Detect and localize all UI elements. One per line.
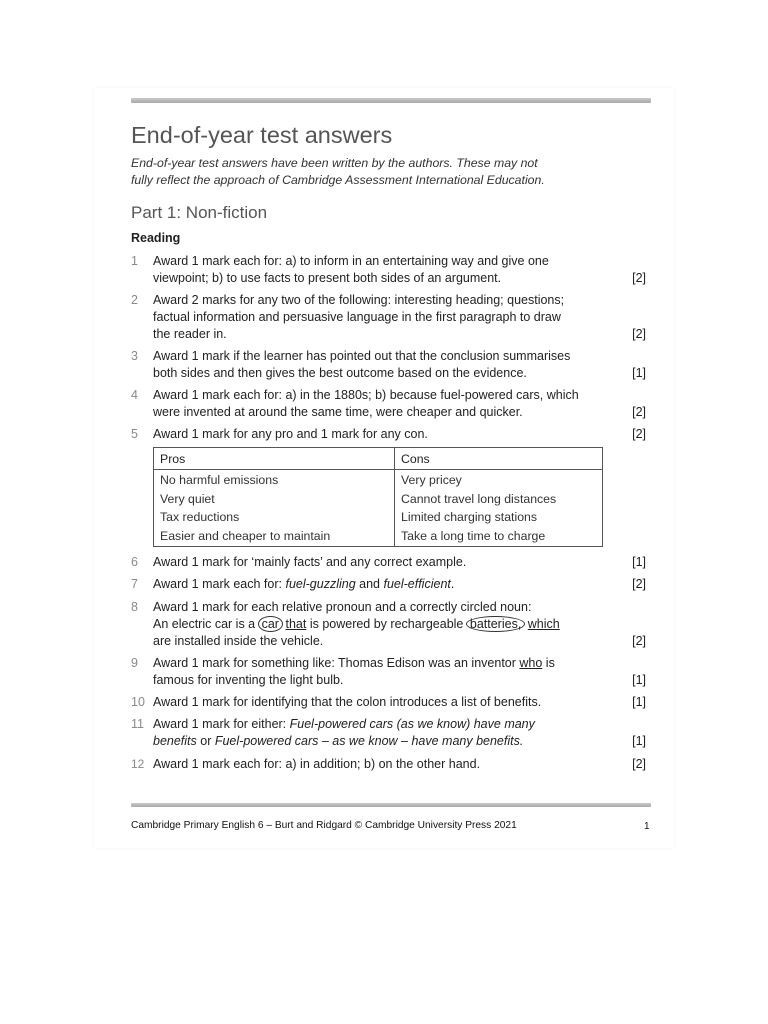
question-mark: [1] [632,366,646,380]
question-line: Award 1 mark for ‘mainly facts’ and any correct example. [153,555,467,569]
question-line: Award 1 mark for any pro and 1 mark for any con. [153,427,428,441]
footer-text: Cambridge Primary English 6 – Burt and Ridgard © Cambridge University Press 2021 [131,820,517,831]
question-item [131,253,651,287]
question-text [153,599,613,650]
intro-text [131,155,631,189]
question-line: were invented at around the same time, were cheaper and quicker. [153,405,523,419]
question-mark: [1] [632,734,646,748]
question-line: Award 1 mark each for: a) in the 1880s; b) because fuel-powered cars, which [153,388,579,402]
question-mark: [2] [632,327,646,341]
section-heading: Reading [131,231,181,245]
column-header-pros: Pros [154,448,395,470]
underlined-pronoun: that [285,617,307,631]
question-line [153,655,613,672]
question-text [153,253,613,287]
circled-noun: car [258,616,283,632]
table-row [154,470,603,491]
question-number: 4 [131,388,138,402]
question-number: 2 [131,293,138,307]
question-number: 8 [131,600,138,614]
question-line: factual information and persuasive language in the first paragraph to draw [153,310,561,324]
table-cell: Cannot travel long distances [401,491,557,506]
intro-line: fully reflect the approach of Cambridge Assessment International Education. [131,173,545,187]
question-mark: [2] [632,577,646,591]
table-cell: No harmful emissions [154,470,395,491]
question-text [153,756,613,773]
question-text [153,348,613,382]
question-line [153,576,613,593]
question-number: 7 [131,577,138,591]
question-mark: [2] [632,757,646,771]
text-fragment: Award 1 mark each for: [153,577,286,591]
text-fragment: is powered by rechargeable [309,617,464,631]
question-line [153,733,613,750]
table-cell: Easier and cheaper to maintain [154,528,395,547]
question-line: both sides and then gives the best outcome based on the evidence. [153,366,527,380]
question-line [153,716,613,733]
question-line: the reader in. [153,327,227,341]
question-line: Award 2 marks for any two of the following: interesting heading; questions; [153,293,565,307]
question-text [153,554,613,571]
question-mark: [2] [632,427,646,441]
table-cell: Tax reductions [154,509,395,528]
question-item [131,716,651,750]
question-text [153,655,613,689]
question-number: 10 [131,695,145,709]
table-cell: Limited charging stations [401,510,538,524]
text-fragment: and [355,577,384,591]
question-mark: [1] [632,673,646,687]
question-number: 3 [131,349,138,363]
question-item [131,694,651,711]
question-number: 1 [131,254,138,268]
circled-noun: batteries, [466,616,525,632]
question-line [153,616,613,633]
question-line: Award 1 mark for each relative pronoun and a correctly circled noun: [153,600,532,614]
question-number: 5 [131,427,138,441]
header-rule [131,98,651,103]
question-text [153,576,613,593]
question-text [153,716,613,750]
table-cell: Take a long time to charge [401,528,546,543]
underlined-pronoun: which [527,617,560,631]
italic-term: Fuel-powered cars – as we know – have many benefits. [214,734,524,748]
question-line: Award 1 mark if the learner has pointed out that the conclusion summarises [153,349,571,363]
text-fragment: Award 1 mark for something like: Thomas Edison was an inventor [153,656,520,670]
text-fragment: An electric car is a [153,617,256,631]
footer-rule [131,803,651,807]
question-number: 11 [131,717,144,731]
question-mark: [2] [632,405,646,419]
question-mark: [2] [632,271,646,285]
text-fragment: is [542,656,555,670]
question-line: Award 1 mark for identifying that the colon introduces a list of benefits. [153,695,542,709]
question-mark: [1] [632,695,646,709]
question-text [153,694,613,711]
italic-term: benefits [153,734,197,748]
italic-term: fuel-efficient [383,577,451,591]
column-header-cons: Cons [395,448,603,470]
underlined-pronoun: who [519,656,543,670]
table-header-row [154,448,603,470]
table-cell: Very pricey [401,473,462,487]
question-number: 9 [131,656,138,670]
text-fragment: or [196,734,215,748]
question-number: 12 [131,757,145,771]
pros-cons-table [153,447,603,547]
question-text [153,292,613,343]
text-fragment: . [450,577,455,591]
question-item [131,554,651,571]
question-line: famous for inventing the light bulb. [153,673,344,687]
question-item [131,756,651,773]
question-item [131,576,651,593]
intro-line: End-of-year test answers have been written by the authors. These may not [131,156,538,170]
question-line: Award 1 mark each for: a) to inform in an entertaining way and give one [153,254,549,268]
question-line: viewpoint; b) to use facts to present both sides of an argument. [153,271,502,285]
question-item [131,292,651,343]
question-mark: [1] [632,555,646,569]
question-mark: [2] [632,634,646,648]
question-line: Award 1 mark each for: a) in addition; b) on the other hand. [153,757,481,771]
question-text [153,426,613,443]
question-item [131,426,651,443]
page-title: End-of-year test answers [131,122,393,148]
table-cell: Very quiet [154,491,395,510]
table-row [154,509,603,528]
table-row [154,491,603,510]
table-row [154,528,603,547]
text-fragment: Award 1 mark for either: [153,717,290,731]
question-item [131,599,651,650]
question-number: 6 [131,555,138,569]
page-number: 1 [644,821,650,832]
question-line: are installed inside the vehicle. [153,634,324,648]
italic-term: fuel-guzzling [285,577,356,591]
question-text [153,387,613,421]
question-item [131,655,651,689]
part-heading: Part 1: Non-fiction [131,203,268,222]
italic-term: Fuel-powered cars (as we know) have many [289,717,535,731]
question-item [131,348,651,382]
question-item [131,387,651,421]
